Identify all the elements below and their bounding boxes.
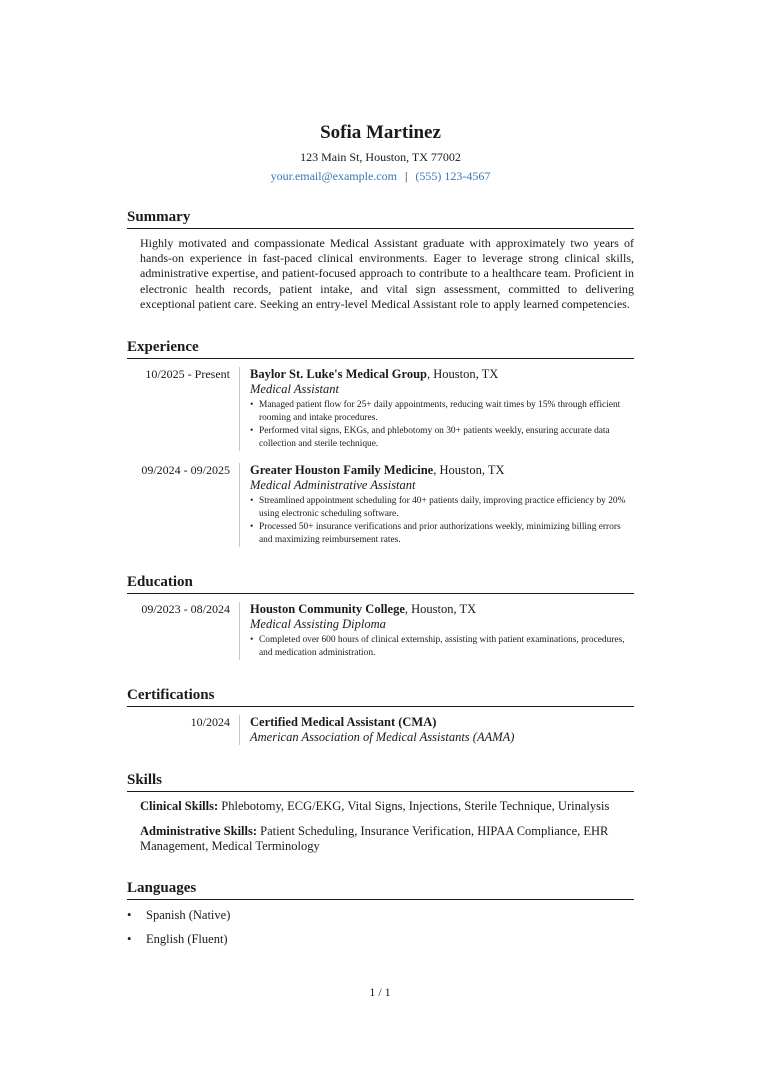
section-title-education: Education (127, 573, 634, 594)
resume-page (127, 120, 634, 956)
education-section (127, 573, 634, 660)
languages-section (127, 879, 634, 947)
achievement-item: • Processed 50+ insurance verifications and prior authorizations weekly, minimizing billing errors and maximizing reimbursement rates. (250, 521, 634, 547)
skill-category-label: Clinical Skills: (140, 799, 219, 814)
summary-section (127, 208, 634, 312)
employer-name: Greater Houston Family Medicine (250, 463, 434, 478)
entry-header (250, 463, 634, 478)
language-list (127, 908, 634, 947)
entry-header (250, 602, 634, 617)
certification-name: Certified Medical Assistant (CMA) (250, 715, 437, 730)
employer-location: , Houston, TX (433, 463, 505, 478)
section-title-summary: Summary (127, 208, 634, 229)
certification-issuer: American Association of Medical Assistants (AAMA) (250, 730, 515, 745)
school-name: Houston Community College (250, 602, 405, 617)
section-title-experience: Experience (127, 338, 634, 359)
entry-body (239, 602, 634, 660)
certification-entry (127, 715, 634, 745)
entry-header (250, 715, 634, 730)
achievement-item: • Streamlined appointment scheduling for 40+ patients daily, improving practice efficiency by 20% using electronic scheduling software. (250, 495, 634, 521)
skill-line (140, 799, 634, 815)
employer-name: Baylor St. Luke's Medical Group (250, 367, 427, 382)
employer-location: , Houston, TX (427, 367, 499, 382)
experience-entry (127, 463, 634, 547)
contact-separator: | (404, 169, 408, 183)
entry-body (239, 463, 634, 547)
address: 123 Main St, Houston, TX 77002 (300, 150, 461, 164)
section-title-certifications: Certifications (127, 686, 634, 707)
entry-body (239, 715, 634, 745)
skill-line (140, 824, 634, 855)
entry-date: 10/2024 (190, 715, 230, 730)
school-location: , Houston, TX (404, 602, 477, 617)
language-item: • Spanish (Native) (127, 908, 634, 923)
achievement-list (250, 495, 634, 547)
achievement-item: • Completed over 600 hours of clinical externship, assisting with patient examinations, procedures, and medication administration. (250, 634, 634, 660)
summary-text: Highly motivated and compassionate Medical Assistant graduate with approximately two years of hands-on experience in fast-paced clinical environments. Eager to leverage strong clinical skills, administrative expertise, and patient-focused approach to contribute to a healthcare team. Proficient in electronic health records, patient intake, and vital sign assessment, committed to delivering exceptional patient care. Seeking an entry-level Medical Assistant role to apply learned competencies. (140, 236, 634, 311)
section-title-languages: Languages (127, 879, 634, 900)
degree-title: Medical Assisting Diploma (250, 617, 386, 632)
achievement-item: • Managed patient flow for 25+ daily appointments, reducing wait times by 15% through efficient rooming and intake procedures. (250, 399, 634, 425)
achievement-list (250, 634, 634, 660)
entry-header (250, 367, 634, 382)
skill-category-values: Patient Scheduling, Insurance Verification, HIPAA Compliance, EHR Management, Medical Terminology (140, 823, 609, 854)
contact-line (127, 168, 634, 184)
phone-link[interactable]: (555) 123-4567 (415, 169, 491, 183)
skill-category-label: Administrative Skills: (140, 823, 258, 838)
job-title: Medical Administrative Assistant (250, 478, 416, 493)
entry-body (239, 367, 634, 451)
language-item: • English (Fluent) (127, 932, 634, 947)
job-title: Medical Assistant (250, 382, 340, 397)
experience-section (127, 338, 634, 547)
entry-date: 10/2025 - Present (145, 367, 230, 382)
email-link[interactable]: your.email@example.com (270, 169, 397, 183)
page-number: 1 / 1 (369, 985, 391, 999)
candidate-name: Sofia Martinez (320, 122, 441, 143)
entry-date: 09/2023 - 08/2024 (141, 602, 230, 617)
skills-section (127, 771, 634, 855)
achievement-list (250, 399, 634, 451)
section-title-skills: Skills (127, 771, 634, 792)
skill-category-values: Phlebotomy, ECG/EKG, Vital Signs, Injections, Sterile Technique, Urinalysis (218, 799, 610, 814)
education-entry (127, 602, 634, 660)
achievement-item: • Performed vital signs, EKGs, and phlebotomy on 30+ patients weekly, ensuring accurate data collection and sterile technique. (250, 425, 634, 451)
experience-entry (127, 367, 634, 451)
entry-date: 09/2024 - 09/2025 (141, 463, 230, 478)
certifications-section (127, 686, 634, 745)
